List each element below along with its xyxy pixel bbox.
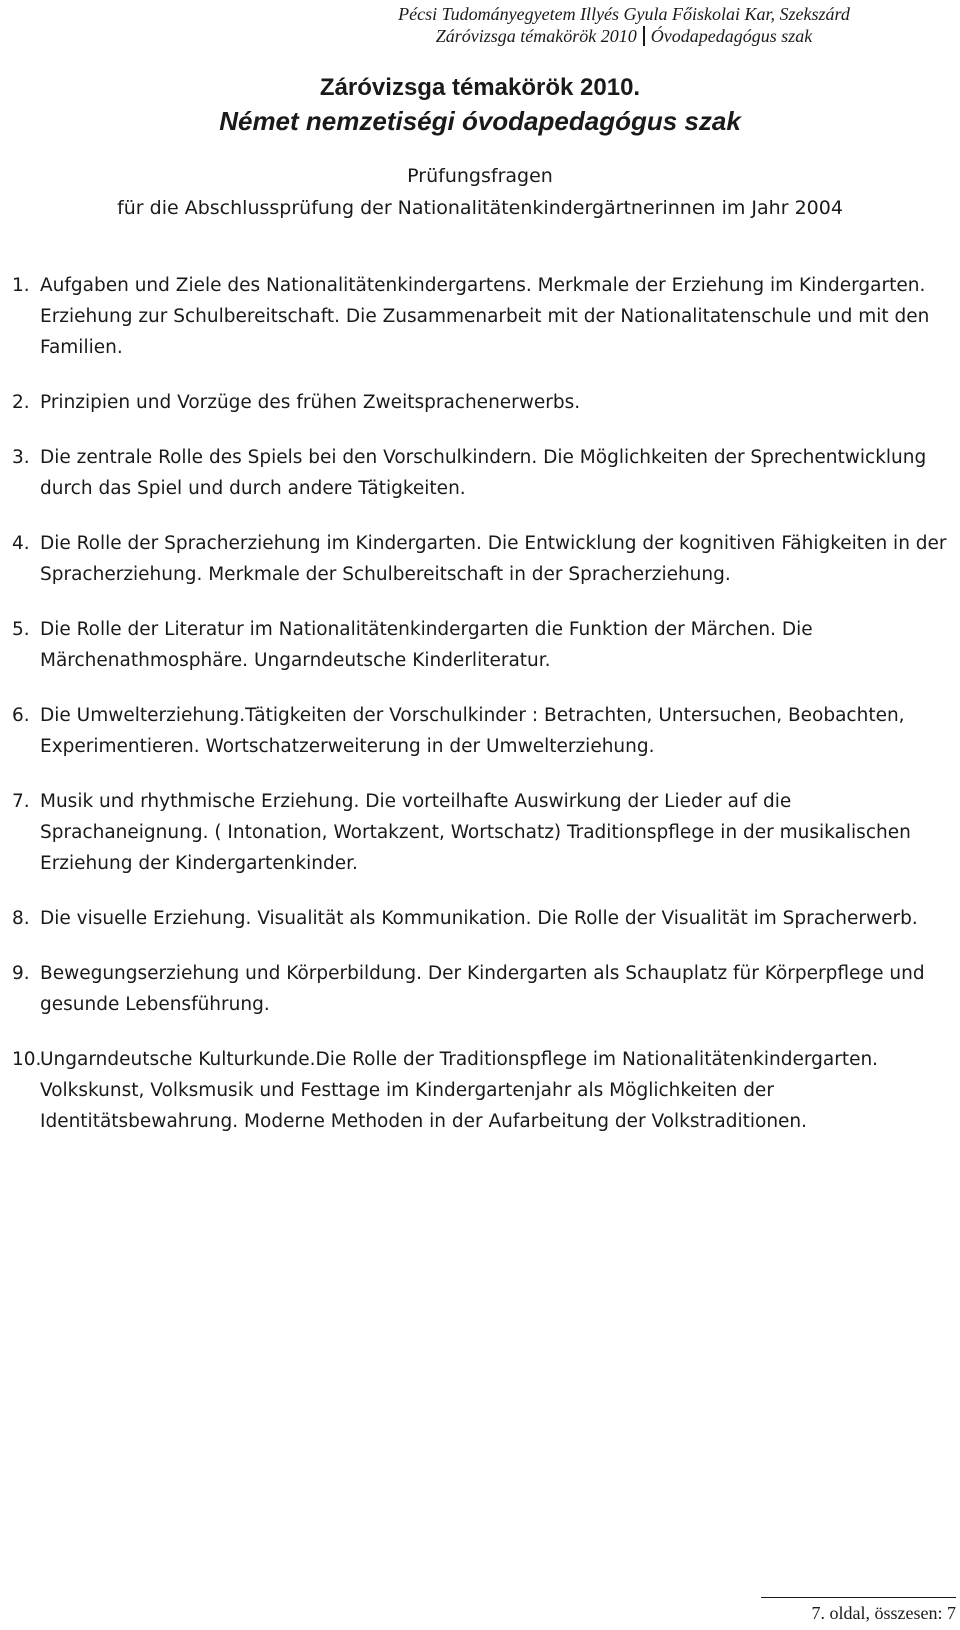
topic-text: Musik und rhythmische Erziehung. Die vorteilhafte Auswirkung der Lieder auf die Sprachaneignung. ( Intonation, Wortakzent, Wortschatz) Traditionspflege in der musikalischen Erziehung der Kindergartenkinder. [40, 791, 911, 874]
topic-item [12, 528, 954, 590]
page-header [344, 3, 904, 47]
topic-item [12, 786, 954, 879]
topic-text: Aufgaben und Ziele des Nationalitätenkindergartens. Merkmale der Erziehung im Kindergarten. Erziehung zur Schulbereitschaft. Die Zusammenarbeit mit der Nationalitatenschule und mit den Familien. [40, 275, 930, 358]
topic-number: 8. [12, 908, 30, 929]
topic-item [12, 903, 954, 934]
topic-number: 10. [12, 1049, 42, 1070]
topic-item [12, 270, 954, 363]
document-title [0, 72, 960, 138]
page-footer: 7. oldal, összesen: 7 [811, 1603, 956, 1623]
topic-text: Die Rolle der Literatur im Nationalitätenkindergarten die Funktion der Märchen. Die Märchenathmosphäre. Ungarndeutsche Kinderliteratur. [40, 619, 813, 671]
header-separator [643, 26, 645, 46]
topic-number: 5. [12, 619, 30, 640]
title-line-2: Német nemzetiségi óvodapedagógus szak [219, 106, 741, 136]
header-institution: Pécsi Tudományegyetem Illyés Gyula Főiskolai Kar, Szekszárd [398, 4, 850, 24]
subtitle-line-2: für die Abschlussprüfung der Nationalitätenkindergärtnerinnen im Jahr 2004 [117, 197, 843, 219]
header-exam-topics: Záróvizsga témakörök 2010 [435, 26, 637, 46]
exam-topic-list [12, 270, 954, 1161]
topic-text: Bewegungserziehung und Körperbildung. Der Kindergarten als Schauplatz für Körperpflege und gesunde Lebensführung. [40, 963, 925, 1015]
topic-number: 1. [12, 275, 30, 296]
topic-text: Die Umwelterziehung.Tätigkeiten der Vorschulkinder : Betrachten, Untersuchen, Beobachten, Experimentieren. Wortschatzerweiterung in der Umwelterziehung. [40, 705, 905, 757]
topic-item [12, 614, 954, 676]
topic-number: 3. [12, 447, 30, 468]
topic-text: Ungarndeutsche Kulturkunde.Die Rolle der Traditionspflege im Nationalitätenkindergarten. Volkskunst, Volksmusik und Festtage im Kindergartenjahr als Möglichkeiten der Identitätsbewahrung. Moderne Methoden in der Aufarbeitung der Volkstraditionen. [40, 1049, 879, 1132]
title-line-1: Záróvizsga témakörök 2010. [319, 74, 641, 101]
topic-number: 4. [12, 533, 30, 554]
topic-item [12, 700, 954, 762]
topic-text: Prinzipien und Vorzüge des frühen Zweitsprachenerwerbs. [40, 392, 581, 413]
topic-item [12, 958, 954, 1020]
topic-number: 7. [12, 791, 30, 812]
topic-text: Die zentrale Rolle des Spiels bei den Vorschulkindern. Die Möglichkeiten der Sprechentwicklung durch das Spiel und durch andere Tätigkeiten. [40, 447, 927, 499]
topic-number: 9. [12, 963, 30, 984]
topic-text: Die visuelle Erziehung. Visualität als Kommunikation. Die Rolle der Visualität im Spracherwerb. [40, 908, 918, 929]
topic-item [12, 1044, 954, 1137]
topic-number: 6. [12, 705, 30, 726]
footer-rule [761, 1597, 956, 1598]
subtitle-line-1: Prüfungsfragen [407, 165, 553, 187]
header-course-line [344, 25, 904, 47]
topic-item [12, 442, 954, 504]
header-program: Óvodapedagógus szak [650, 26, 813, 46]
topic-text: Die Rolle der Spracherziehung im Kindergarten. Die Entwicklung der kognitiven Fähigkeiten in der Spracherziehung. Merkmale der Schulbereitschaft in der Spracherziehung. [40, 533, 947, 585]
topic-item [12, 387, 954, 418]
topic-number: 2. [12, 392, 30, 413]
document-subtitle [0, 160, 960, 224]
